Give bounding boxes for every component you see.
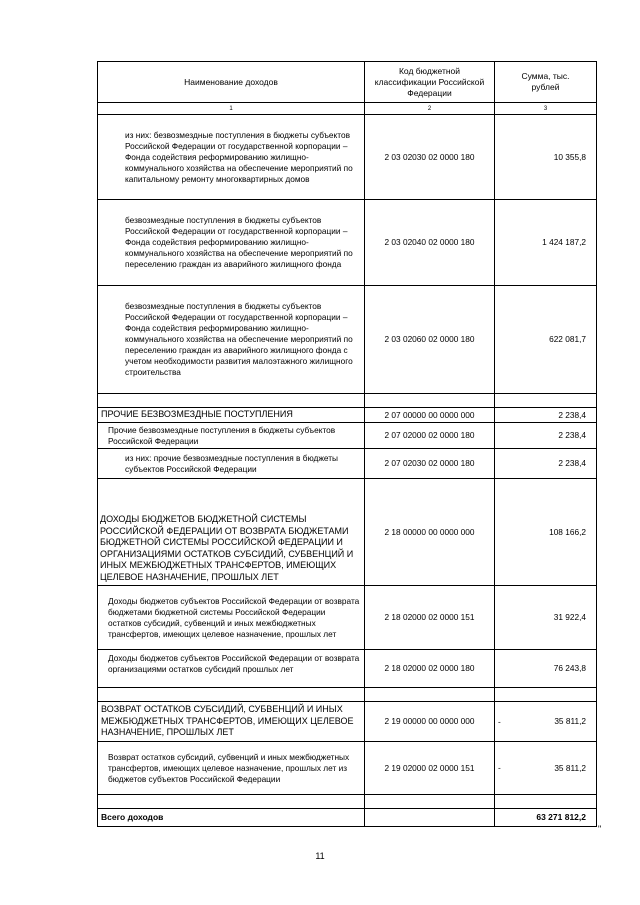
table-row (98, 408, 597, 423)
minus-sign: - (498, 762, 501, 773)
row-name: из них: прочие безвозмездные поступления в бюджеты субъектов Российской Федерации (98, 449, 365, 479)
table-row (98, 449, 597, 479)
revenue-table (97, 61, 597, 827)
row-name: безвозмездные поступления в бюджеты субъектов Российской Федерации от государственной корпорации – Фонда содействия реформированию жилищно-коммунального хозяйства на обеспечение мероприятий по переселению граждан из аварийного жилищного фонда (98, 200, 365, 286)
row-sum-value: 31 922,4 (553, 612, 586, 622)
row-code: 2 18 02000 02 0000 180 (365, 650, 495, 688)
table-row (98, 586, 597, 650)
row-code: 2 18 02000 02 0000 151 (365, 586, 495, 650)
header-sum: Сумма, тыс. рублей (495, 62, 597, 103)
row-sum-value: 35 811,2 (554, 716, 586, 726)
total-sum: 63 271 812,2 (495, 809, 597, 827)
spacer-row (98, 688, 597, 702)
row-name: ВОЗВРАТ ОСТАТКОВ СУБСИДИЙ, СУБВЕНЦИЙ И ИНЫХ МЕЖБЮДЖЕТНЫХ ТРАНСФЕРТОВ, ИМЕЮЩИХ ЦЕЛЕВОЕ НАЗНАЧЕНИЕ, ПРОШЛЫХ ЛЕТ (98, 702, 365, 742)
table-row (98, 479, 597, 586)
row-code: 2 03 02030 02 0000 180 (365, 115, 495, 200)
spacer-row (98, 394, 597, 408)
row-sum (495, 586, 597, 650)
row-name: ДОХОДЫ БЮДЖЕТОВ БЮДЖЕТНОЙ СИСТЕМЫ РОССИЙСКОЙ ФЕДЕРАЦИИ ОТ ВОЗВРАТА БЮДЖЕТАМИ БЮДЖЕТНОЙ СИСТЕМЫ РОССИЙСКОЙ ФЕДЕРАЦИИ И ОРГАНИЗАЦИЯМИ ОСТАТКОВ СУБСИДИЙ, СУБВЕНЦИЙ И ИНЫХ МЕЖБЮДЖЕТНЫХ ТРАНСФЕРТОВ, ИМЕЮЩИХ ЦЕЛЕВОЕ НАЗНАЧЕНИЕ, ПРОШЛЫХ ЛЕТ (98, 479, 365, 586)
row-sum-value: 2 238,4 (558, 409, 586, 420)
total-label: Всего доходов (98, 809, 365, 827)
row-sum (495, 423, 597, 449)
page-number: 11 (315, 851, 325, 861)
row-sum (495, 115, 597, 200)
row-name: Возврат остатков субсидий, субвенций и иных межбюджетных трансфертов, имеющих целевое назначение, прошлых лет из бюджетов субъектов Российской Федерации (98, 742, 365, 795)
table-row (98, 200, 597, 286)
table-row (98, 286, 597, 394)
table-row (98, 115, 597, 200)
column-number: 2 (365, 103, 495, 115)
row-code: 2 03 02060 02 0000 180 (365, 286, 495, 394)
table-row (98, 650, 597, 688)
row-sum-value: 76 243,8 (553, 663, 586, 673)
closing-quote: " (598, 824, 602, 834)
table-header-row (98, 62, 597, 103)
row-name: Прочие безвозмездные поступления в бюджеты субъектов Российской Федерации (98, 423, 365, 449)
row-code: 2 18 00000 00 0000 000 (365, 479, 495, 586)
column-number: 3 (495, 103, 597, 115)
column-number-row (98, 103, 597, 115)
row-sum (495, 286, 597, 394)
row-sum-value: 108 166,2 (549, 526, 586, 537)
row-name: Доходы бюджетов субъектов Российской Федерации от возврата бюджетами бюджетной системы Российской Федерации остатков субсидий, субвенций и иных межбюджетных трансфертов, имеющих целевое назначение, прошлых лет (98, 586, 365, 650)
row-sum-value: 2 238,4 (558, 430, 586, 440)
table-row (98, 423, 597, 449)
row-sum-value: 35 811,2 (554, 762, 586, 773)
spacer-row (98, 795, 597, 809)
header-code: Код бюджетной классификации Российской Федерации (365, 62, 495, 103)
table-row (98, 702, 597, 742)
row-sum (495, 200, 597, 286)
row-name: безвозмездные поступления в бюджеты субъектов Российской Федерации от государственной корпорации – Фонда содействия реформированию жилищно-коммунального хозяйства на обеспечение мероприятий по переселению граждан из аварийного жилищного фонда с учетом необходимости развития малоэтажного жилищного строительства (98, 286, 365, 394)
row-code: 2 07 02030 02 0000 180 (365, 449, 495, 479)
row-sum (495, 408, 597, 423)
row-name: из них: безвозмездные поступления в бюджеты субъектов Российской Федерации от государственной корпорации – Фонда содействия реформированию жилищно-коммунального хозяйства на обеспечение мероприятий по капитальному ремонту многоквартирных домов (98, 115, 365, 200)
row-sum-value: 10 355,8 (553, 151, 586, 162)
row-sum (495, 702, 597, 742)
row-code: 2 19 00000 00 0000 000 (365, 702, 495, 742)
row-code: 2 19 02000 02 0000 151 (365, 742, 495, 795)
table-row (98, 742, 597, 795)
row-sum (495, 449, 597, 479)
row-code: 2 07 02000 02 0000 180 (365, 423, 495, 449)
header-name: Наименование доходов (98, 62, 365, 103)
row-name: ПРОЧИЕ БЕЗВОЗМЕЗДНЫЕ ПОСТУПЛЕНИЯ (98, 408, 365, 423)
row-sum-value: 1 424 187,2 (542, 237, 586, 247)
row-sum (495, 742, 597, 795)
row-sum-value: 2 238,4 (558, 458, 586, 468)
row-sum (495, 650, 597, 688)
row-code: 2 07 00000 00 0000 000 (365, 408, 495, 423)
row-code: 2 03 02040 02 0000 180 (365, 200, 495, 286)
total-row (98, 809, 597, 827)
minus-sign: - (498, 716, 501, 726)
column-number: 1 (98, 103, 365, 115)
row-sum-value: 622 081,7 (549, 334, 586, 344)
row-sum (495, 479, 597, 586)
row-name: Доходы бюджетов субъектов Российской Федерации от возврата организациями остатков субсидий прошлых лет (98, 650, 365, 688)
